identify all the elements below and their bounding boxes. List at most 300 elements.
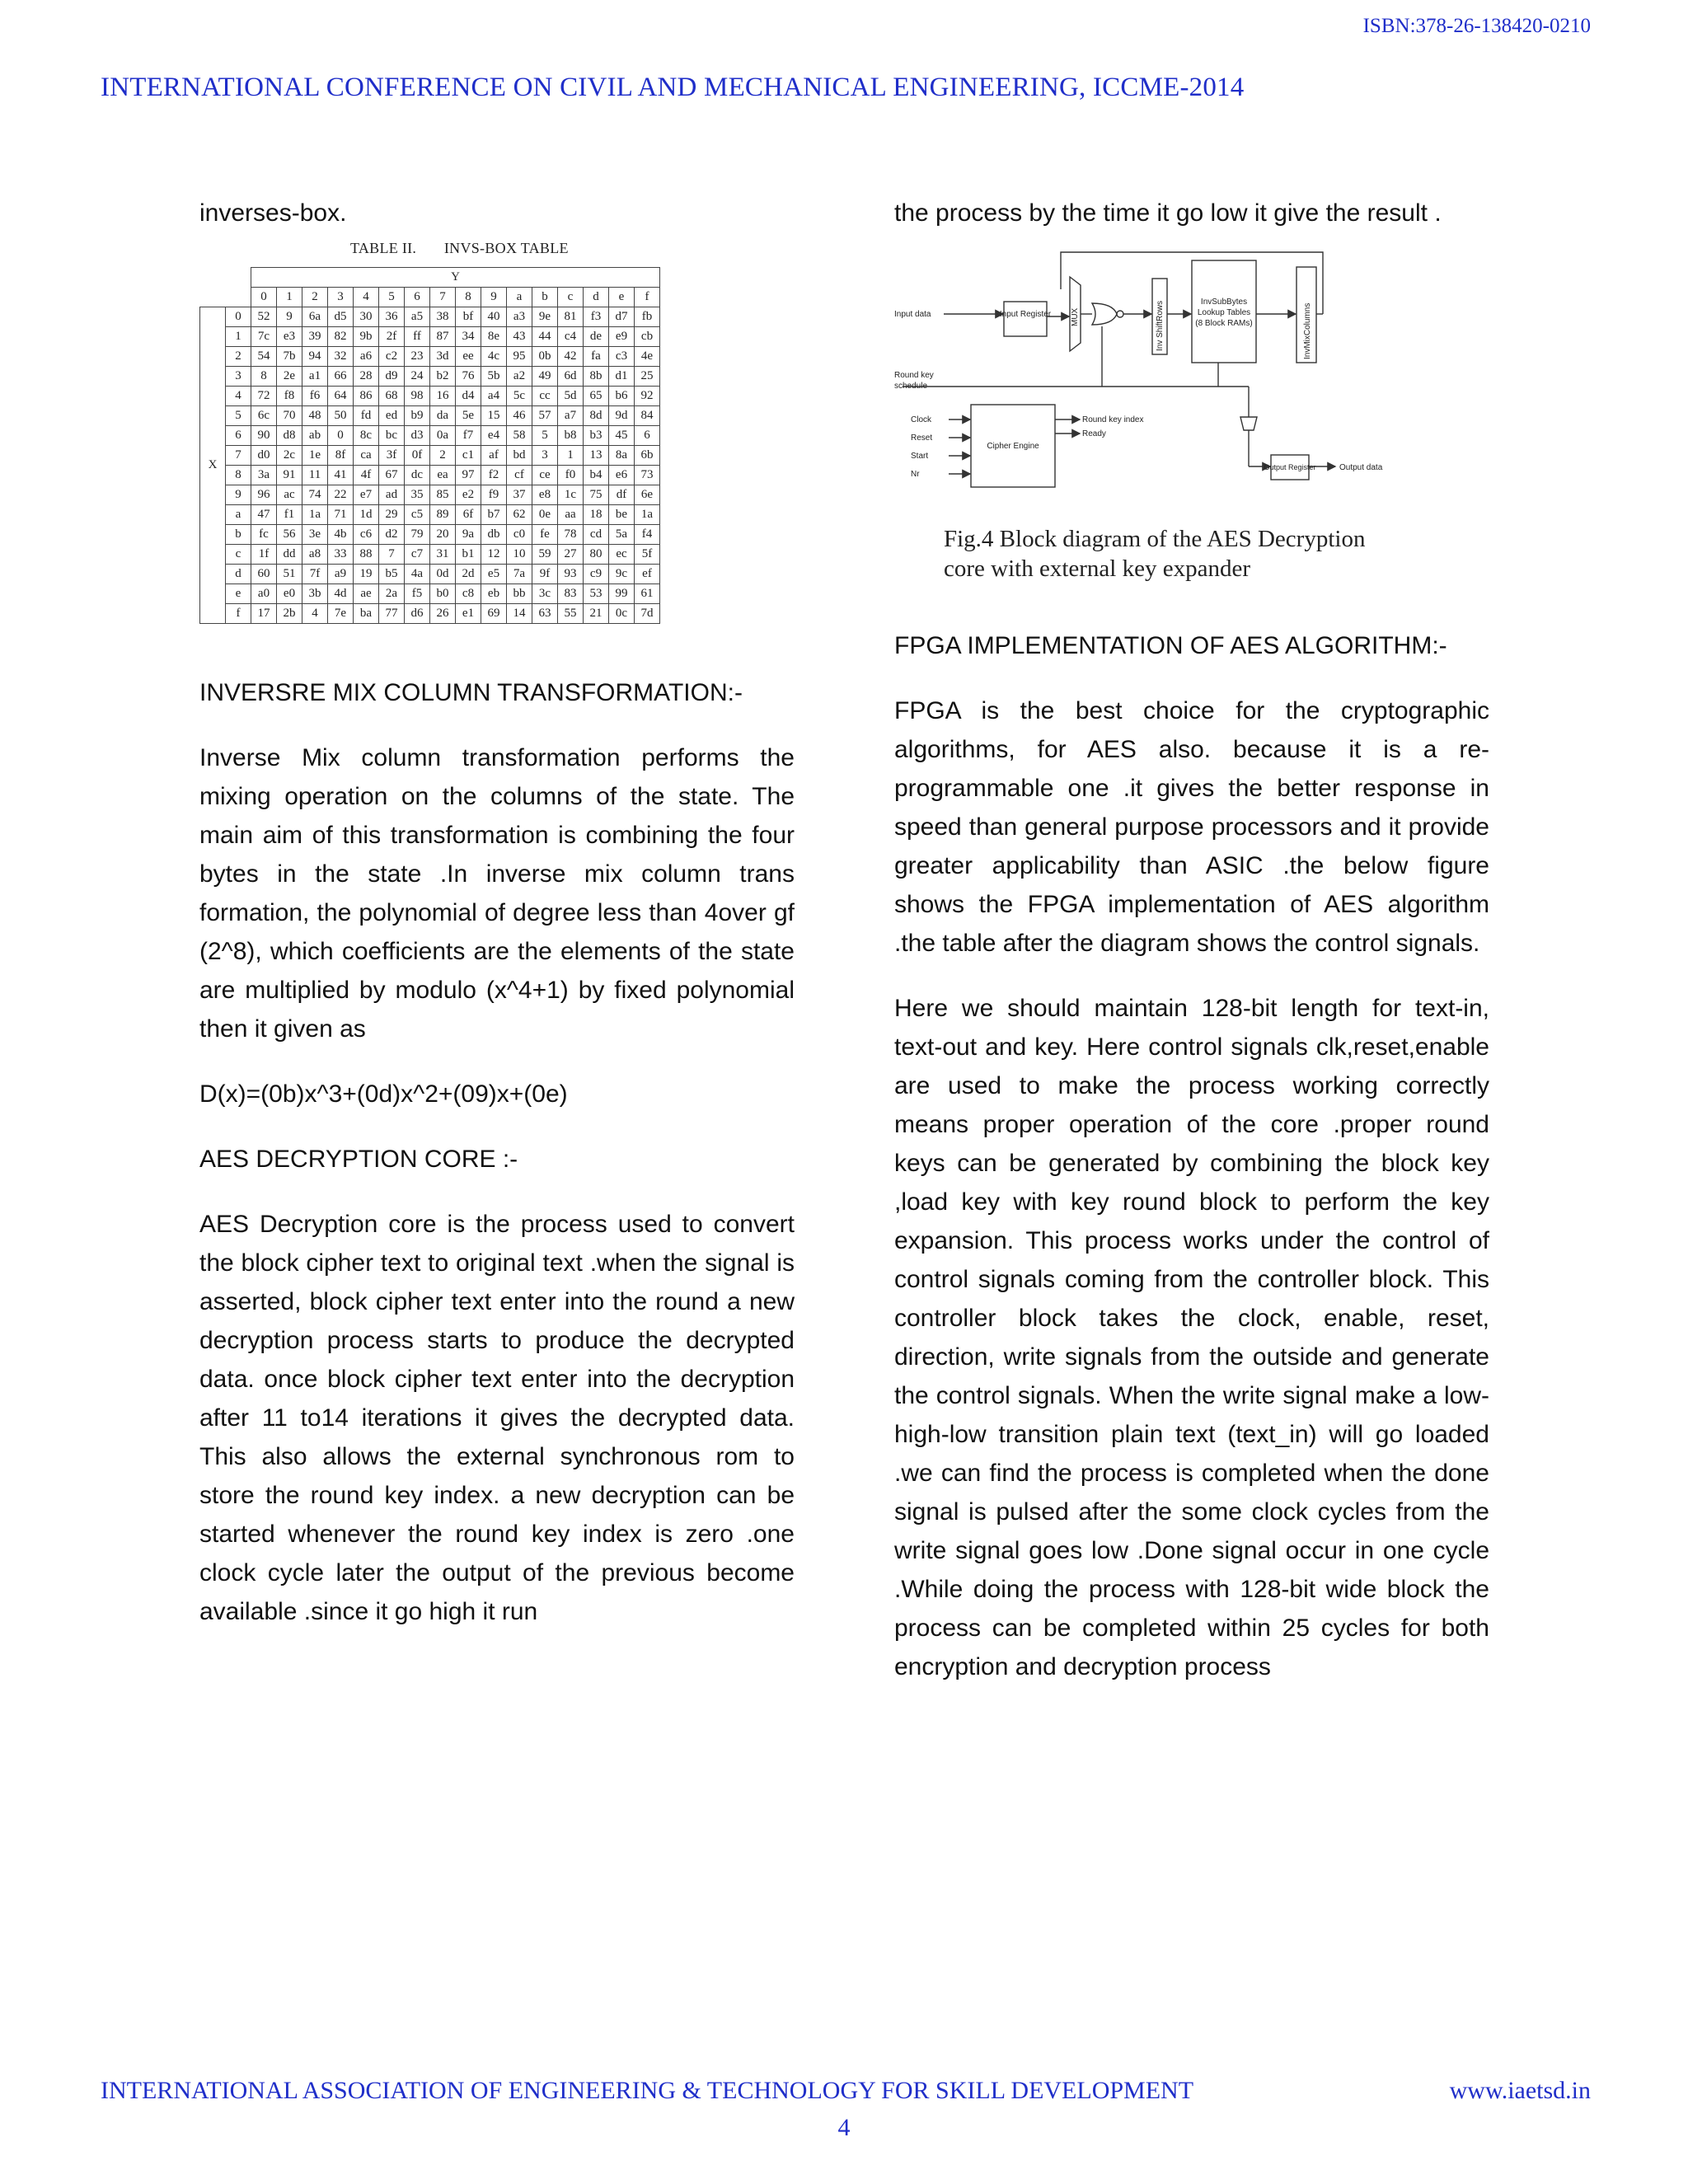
table-cell: 8d (584, 406, 609, 426)
table-cell: ac (277, 485, 302, 505)
table-col-header: 1 (277, 288, 302, 307)
table-cell: 64 (328, 387, 354, 406)
table-cell: f1 (277, 505, 302, 525)
table-cell: 4f (354, 466, 379, 485)
table-row (200, 485, 660, 505)
label-round-key-2: schedule (894, 382, 928, 391)
table-cell: a8 (302, 545, 328, 565)
conference-title: INTERNATIONAL CONFERENCE ON CIVIL AND MECHANICAL ENGINEERING, ICCME-2014 (101, 73, 1245, 102)
table-row-header: 9 (226, 485, 251, 505)
table-cell: d3 (405, 426, 430, 446)
table-cell: 96 (251, 485, 277, 505)
table-cell: 88 (354, 545, 379, 565)
table-cell: 43 (507, 327, 532, 347)
table-cell: ef (635, 565, 660, 584)
table-cell: 9 (277, 307, 302, 327)
table-cell: 7f (302, 565, 328, 584)
table-cell: 70 (277, 406, 302, 426)
table-cell: 93 (558, 565, 584, 584)
table-cell: 59 (532, 545, 558, 565)
table-cell: 92 (635, 387, 660, 406)
table-cell: 23 (405, 347, 430, 367)
table-col-header: 4 (354, 288, 379, 307)
table-cell: d4 (456, 387, 481, 406)
table-cell: a7 (558, 406, 584, 426)
table-cell: 9e (532, 307, 558, 327)
table-row (200, 446, 660, 466)
table-cell: 42 (558, 347, 584, 367)
table-cell: 21 (584, 604, 609, 624)
aes-decryption-block-diagram (894, 236, 1489, 516)
table-cell: 47 (251, 505, 277, 525)
table-cell: 30 (354, 307, 379, 327)
mix-column-paragraph: Inverse Mix column transformation performs the mixing operation on the columns of the state. The main aim of this transformation is combining the four bytes in the state .In inverse mix column trans formation, the polynomial of degree less than 4over gf (2^8), which coefficients are the elements of the state are multiplied by modulo (x^4+1) by fixed polynomial then it given as (199, 744, 795, 1043)
fpga-heading: FPGA IMPLEMENTATION OF AES ALGORITHM:- (894, 632, 1447, 659)
table-cell: 94 (302, 347, 328, 367)
intro-line: inverses-box. (199, 199, 347, 227)
table-cell: c0 (507, 525, 532, 545)
table-cell: 9f (532, 565, 558, 584)
figure-caption (944, 524, 1489, 583)
table-cell: d8 (277, 426, 302, 446)
table-cell: 6d (558, 367, 584, 387)
table-cell: e6 (609, 466, 635, 485)
table-cell: 6f (456, 505, 481, 525)
table-cell: b4 (584, 466, 609, 485)
table-row (200, 406, 660, 426)
label-inv-sub-bytes-2: Lookup Tables (1197, 308, 1251, 317)
figure-caption-line-1: Fig.4 Block diagram of the AES Decryption (944, 526, 1366, 552)
table-cell: bc (379, 426, 405, 446)
table-cell: 0a (430, 426, 456, 446)
table-cell: ab (302, 426, 328, 446)
table-cell: 8c (354, 426, 379, 446)
table-col-header: 6 (405, 288, 430, 307)
table-cell: a4 (481, 387, 507, 406)
table-cell: b9 (405, 406, 430, 426)
table-cell: ba (354, 604, 379, 624)
table-cell: f5 (405, 584, 430, 604)
table-cell: a5 (405, 307, 430, 327)
table-cell: ea (430, 466, 456, 485)
table-cell: 6 (635, 426, 660, 446)
table-cell: 53 (584, 584, 609, 604)
table-cell: 32 (328, 347, 354, 367)
table-cell: e3 (277, 327, 302, 347)
equation: D(x)=(0b)x^3+(0d)x^2+(09)x+(0e) (199, 1080, 568, 1108)
table-row-header: 6 (226, 426, 251, 446)
table-cell: 97 (456, 466, 481, 485)
label-output-data: Output data (1339, 463, 1383, 472)
table-cell: 8b (584, 367, 609, 387)
table-col-header: 0 (251, 288, 277, 307)
table-cell: 9a (456, 525, 481, 545)
table-col-header: 8 (456, 288, 481, 307)
table-cell: d5 (328, 307, 354, 327)
table-cell: 55 (558, 604, 584, 624)
table-cell: 4b (328, 525, 354, 545)
table-row-header: 2 (226, 347, 251, 367)
table-cell: c7 (405, 545, 430, 565)
table-cell: 61 (635, 584, 660, 604)
table-cell: 5 (532, 426, 558, 446)
table-cell: aa (558, 505, 584, 525)
table-cell: 7d (635, 604, 660, 624)
table-cell: 63 (532, 604, 558, 624)
table-cell: 87 (430, 327, 456, 347)
table-row (200, 604, 660, 624)
table-cell: 29 (379, 505, 405, 525)
table-row-header: 0 (226, 307, 251, 327)
table-cell: 20 (430, 525, 456, 545)
table-cell: df (609, 485, 635, 505)
table-cell: 2c (277, 446, 302, 466)
table-cell: 5e (456, 406, 481, 426)
table-cell: eb (481, 584, 507, 604)
table-cell: 83 (558, 584, 584, 604)
table-cell: 5d (558, 387, 584, 406)
table-cell: cb (635, 327, 660, 347)
right-column (894, 194, 1489, 1686)
table-cell: 7b (277, 347, 302, 367)
table-cell: 2b (277, 604, 302, 624)
table-cell: e8 (532, 485, 558, 505)
decryption-core-paragraph: AES Decryption core is the process used to convert the block cipher text to original text .when the signal is asserted, block cipher text enter into the round a new decryption process starts to produce the decrypted data. once block cipher text enter into the decryption after 11 to14 iterations it gives the decrypted data. This also allows the external synchronous rom to store the round key index. a new decryption can be started whenever the round key index is zero .one clock cycle later the output of the previous become available .since it go high it run (199, 1211, 795, 1625)
table-cell: 62 (507, 505, 532, 525)
table-cell: fa (584, 347, 609, 367)
table-cell: 7c (251, 327, 277, 347)
table-cell: 14 (507, 604, 532, 624)
table-cell: 65 (584, 387, 609, 406)
table-row (200, 307, 660, 327)
table-cell: 2e (277, 367, 302, 387)
table-cell: 54 (251, 347, 277, 367)
table-cell: e5 (481, 565, 507, 584)
table-row (200, 584, 660, 604)
table-cell: 7 (379, 545, 405, 565)
table-row (200, 565, 660, 584)
table-cell: 1c (558, 485, 584, 505)
table-cell: 8e (481, 327, 507, 347)
table-cell: 0 (328, 426, 354, 446)
table-cell: c3 (609, 347, 635, 367)
table-cell: 1f (251, 545, 277, 565)
table-cell: b3 (584, 426, 609, 446)
footer-website[interactable]: www.iaetsd.in (1449, 2077, 1591, 2104)
mix-column-heading: INVERSRE MIX COLUMN TRANSFORMATION:- (199, 679, 743, 706)
invsbox-table (199, 267, 660, 624)
table-cell: 24 (405, 367, 430, 387)
table-cell: 6a (302, 307, 328, 327)
table-cell: 2 (430, 446, 456, 466)
table-cell: 38 (430, 307, 456, 327)
table-cell: 78 (558, 525, 584, 545)
label-ready: Ready (1082, 429, 1106, 438)
decryption-core-heading: AES DECRYPTION CORE :- (199, 1146, 518, 1173)
invsbox-table-wrap (199, 267, 795, 624)
table-cell: 18 (584, 505, 609, 525)
table-cell: f6 (302, 387, 328, 406)
table-cell: 89 (430, 505, 456, 525)
table-cell: 4c (481, 347, 507, 367)
table-y-label: Y (251, 268, 660, 288)
table-row (200, 367, 660, 387)
table-row-header: e (226, 584, 251, 604)
table-cell: 58 (507, 426, 532, 446)
left-column (199, 194, 795, 1631)
table-cell: d6 (405, 604, 430, 624)
table-cell: 31 (430, 545, 456, 565)
table-cell: 0c (609, 604, 635, 624)
table-cell: f9 (481, 485, 507, 505)
table-cell: 7a (507, 565, 532, 584)
table-cell: 26 (430, 604, 456, 624)
table-cell: 5f (635, 545, 660, 565)
table-cell: d0 (251, 446, 277, 466)
table-cell: 3c (532, 584, 558, 604)
table-cell: fb (635, 307, 660, 327)
table-cell: 4d (328, 584, 354, 604)
table-caption-number: TABLE II. (350, 240, 417, 256)
table-row-header: 1 (226, 327, 251, 347)
table-cell: c5 (405, 505, 430, 525)
table-row (200, 347, 660, 367)
table-cell: 77 (379, 604, 405, 624)
table-cell: 49 (532, 367, 558, 387)
label-input-data: Input data (894, 310, 931, 319)
table-col-header: e (609, 288, 635, 307)
table-cell: a2 (507, 367, 532, 387)
table-cell: 35 (405, 485, 430, 505)
label-nr: Nr (911, 470, 920, 479)
table-cell: 3f (379, 446, 405, 466)
table-cell: 44 (532, 327, 558, 347)
table-cell: f2 (481, 466, 507, 485)
table-cell: 8f (328, 446, 354, 466)
table-cell: 98 (405, 387, 430, 406)
table-cell: 9d (609, 406, 635, 426)
table-cell: 45 (609, 426, 635, 446)
table-cell: c6 (354, 525, 379, 545)
table-cell: cf (507, 466, 532, 485)
label-round-key-1: Round key (894, 371, 934, 380)
label-start: Start (911, 452, 929, 461)
table-cell: 69 (481, 604, 507, 624)
table-cell: fe (532, 525, 558, 545)
table-cell: ae (354, 584, 379, 604)
label-mux: MUX (1071, 307, 1080, 326)
table-cell: ec (609, 545, 635, 565)
table-cell: a0 (251, 584, 277, 604)
table-cell: bd (507, 446, 532, 466)
table-cell: db (481, 525, 507, 545)
table-cell: 41 (328, 466, 354, 485)
table-cell: fd (354, 406, 379, 426)
table-col-header: a (507, 288, 532, 307)
table-cell: ce (532, 466, 558, 485)
table-cell: c4 (558, 327, 584, 347)
table-cell: ca (354, 446, 379, 466)
label-clock: Clock (911, 415, 932, 424)
table-cell: f4 (635, 525, 660, 545)
table-row-header: 3 (226, 367, 251, 387)
table-cell: f0 (558, 466, 584, 485)
table-cell: cc (532, 387, 558, 406)
table-cell: 3d (430, 347, 456, 367)
table-cell: 72 (251, 387, 277, 406)
table-cell: a3 (507, 307, 532, 327)
table-row-header: c (226, 545, 251, 565)
table-col-header: 9 (481, 288, 507, 307)
table-corner (200, 268, 251, 288)
table-cell: b7 (481, 505, 507, 525)
table-row-header: d (226, 565, 251, 584)
table-cell: 34 (456, 327, 481, 347)
table-cell: 56 (277, 525, 302, 545)
table-cell: 1d (354, 505, 379, 525)
table-cell: af (481, 446, 507, 466)
table-cell: f8 (277, 387, 302, 406)
table-cell: ff (405, 327, 430, 347)
table-cell: 95 (507, 347, 532, 367)
table-cell: 10 (507, 545, 532, 565)
table-cell: 3 (532, 446, 558, 466)
table-cell: ee (456, 347, 481, 367)
table-cell: 5c (507, 387, 532, 406)
table-row-header: f (226, 604, 251, 624)
table-x-label: X (200, 307, 226, 624)
table-cell: 9c (609, 565, 635, 584)
table-cell: 6e (635, 485, 660, 505)
table-corner (200, 288, 251, 307)
table-y-header-row (200, 268, 660, 288)
table-cell: 37 (507, 485, 532, 505)
table-cell: 99 (609, 584, 635, 604)
table-cell: 2a (379, 584, 405, 604)
table-cell: a9 (328, 565, 354, 584)
table-cell: 4a (405, 565, 430, 584)
table-cell: 3a (251, 466, 277, 485)
control-signals-paragraph: Here we should maintain 128-bit length for text-in, text-out and key. Here control signals clk,reset,enable are used to make the process working correctly means proper operation of the core .proper round keys can be generated by combining the block key ,load key with key round block to perform the key expansion. This process works under the control of control signals coming from the controller block. This controller block takes the clock, enable, reset, direction, write signals from the outside and generate the control signals. When the write signal make a low-high-low transition plain text (text_in) will go loaded .we can find the process is completed when the done signal is pulsed after the some clock cycles from the write signal goes low .Done signal occur in one cycle .While doing the process with 128-bit wide block the process can be completed within 25 cycles for both encryption and decryption process (894, 995, 1489, 1680)
label-round-key-index: Round key index (1082, 415, 1144, 424)
table-cell: 68 (379, 387, 405, 406)
table-cell: 8a (609, 446, 635, 466)
table-row-header: 8 (226, 466, 251, 485)
table-cell: 6b (635, 446, 660, 466)
table-cell: 22 (328, 485, 354, 505)
page-number: 4 (837, 2114, 851, 2141)
table-cell: 0f (405, 446, 430, 466)
table-cell: a6 (354, 347, 379, 367)
table-row (200, 505, 660, 525)
table-cell: b8 (558, 426, 584, 446)
table-cell: 15 (481, 406, 507, 426)
table-cell: e7 (354, 485, 379, 505)
table-cell: 79 (405, 525, 430, 545)
table-cell: b0 (430, 584, 456, 604)
table-cell: 33 (328, 545, 354, 565)
table-row (200, 545, 660, 565)
table-cell: 0b (532, 347, 558, 367)
table-cell: 2f (379, 327, 405, 347)
label-input-register: Input Register (999, 310, 1052, 319)
table-cell: 84 (635, 406, 660, 426)
table-col-header: b (532, 288, 558, 307)
label-output-register: Output Register (1264, 463, 1316, 471)
table-cell: da (430, 406, 456, 426)
table-col-header-row (200, 288, 660, 307)
input-register-box (1004, 302, 1047, 336)
table-cell: c9 (584, 565, 609, 584)
table-cell: 0d (430, 565, 456, 584)
table-cell: dd (277, 545, 302, 565)
table-cell: cd (584, 525, 609, 545)
label-inv-sub-bytes-3: (8 Block RAMs) (1195, 319, 1253, 328)
table-cell: 39 (302, 327, 328, 347)
table-cell: b6 (609, 387, 635, 406)
table-cell: f3 (584, 307, 609, 327)
table-cell: 85 (430, 485, 456, 505)
table-row-header: 4 (226, 387, 251, 406)
table-cell: 9b (354, 327, 379, 347)
table-cell: 73 (635, 466, 660, 485)
table-cell: 1 (558, 446, 584, 466)
table-cell: 4 (302, 604, 328, 624)
table-cell: 4e (635, 347, 660, 367)
table-row (200, 327, 660, 347)
table-cell: d9 (379, 367, 405, 387)
table-caption-title: INVS-BOX TABLE (443, 240, 569, 256)
table-cell: 5b (481, 367, 507, 387)
table-col-header: 7 (430, 288, 456, 307)
table-cell: bf (456, 307, 481, 327)
table-cell: a1 (302, 367, 328, 387)
table-cell: 71 (328, 505, 354, 525)
table-col-header: 5 (379, 288, 405, 307)
table-cell: 66 (328, 367, 354, 387)
table-cell: 17 (251, 604, 277, 624)
output-mux (1240, 417, 1257, 430)
table-cell: c2 (379, 347, 405, 367)
table-cell: ed (379, 406, 405, 426)
table-cell: b2 (430, 367, 456, 387)
table-cell: 80 (584, 545, 609, 565)
table-caption (350, 239, 795, 257)
table-cell: 60 (251, 565, 277, 584)
table-cell: 5a (609, 525, 635, 545)
table-col-header: c (558, 288, 584, 307)
label-inv-sub-bytes-1: InvSubBytes (1200, 298, 1248, 307)
table-cell: 50 (328, 406, 354, 426)
table-row-header: 7 (226, 446, 251, 466)
table-cell: 81 (558, 307, 584, 327)
table-cell: e2 (456, 485, 481, 505)
table-cell: d7 (609, 307, 635, 327)
table-row-header: a (226, 505, 251, 525)
table-cell: e1 (456, 604, 481, 624)
table-cell: d1 (609, 367, 635, 387)
table-cell: ad (379, 485, 405, 505)
table-cell: 76 (456, 367, 481, 387)
table-col-header: f (635, 288, 660, 307)
table-cell: de (584, 327, 609, 347)
table-col-header: 3 (328, 288, 354, 307)
figure-caption-line-2: core with external key expander (944, 555, 1250, 582)
label-reset: Reset (911, 434, 933, 443)
table-cell: 8 (251, 367, 277, 387)
table-cell: be (609, 505, 635, 525)
table-cell: 86 (354, 387, 379, 406)
